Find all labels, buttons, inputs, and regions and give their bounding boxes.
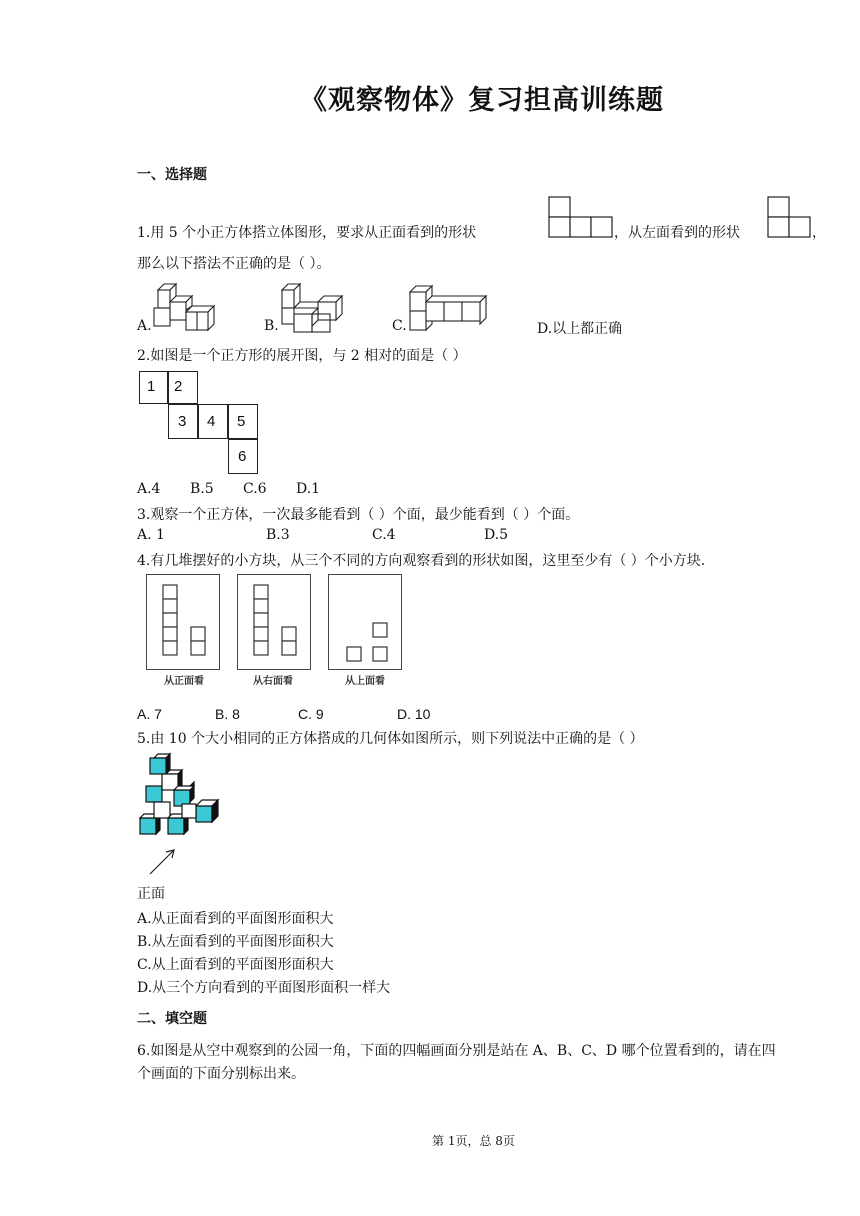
q4-option-c: C. 9 xyxy=(298,706,324,722)
q3-option-a: A. 1 xyxy=(137,527,165,543)
question-1-text-c: ， xyxy=(812,225,826,241)
q4-view-right xyxy=(237,574,311,670)
q4-view-top-label: 从上面看 xyxy=(345,676,385,687)
q5-front-label: 正面 xyxy=(137,885,165,901)
q1-option-a: A. xyxy=(137,318,152,334)
q3-option-d: D.5 xyxy=(484,527,509,543)
question-2-text: 2.如图是一个正方形的展开图，与 2 相对的面是（ ） xyxy=(137,348,467,364)
q5-cube-stack-figure xyxy=(136,752,232,878)
q2-option-a: A.4 xyxy=(137,481,161,497)
q4-option-a: A. 7 xyxy=(137,706,162,722)
section-heading-fill: 二、填空题 xyxy=(137,1011,207,1027)
question-6-line2: 个画面的下面分别标出来。 xyxy=(137,1066,305,1082)
q2-option-b: B.5 xyxy=(190,481,214,497)
q5-option-d: D.从三个方向看到的平面图形面积一样大 xyxy=(137,980,391,996)
net-face: 2 xyxy=(168,371,198,404)
net-face: 6 xyxy=(228,439,258,474)
page-footer: 第 1页，总 8页 xyxy=(432,1134,515,1148)
q4-option-b: B. 8 xyxy=(215,706,240,722)
q1-left-view-figure xyxy=(767,196,813,240)
net-face: 1 xyxy=(139,371,168,404)
q1-option-d: D.以上都正确 xyxy=(537,321,623,337)
question-6-line1: 6.如图是从空中观察到的公园一角，下面的四幅画面分别是站在 A、B、C、D 哪个位置看到的，请在四 xyxy=(137,1043,776,1059)
q1-option-b-figure xyxy=(278,282,353,334)
net-face: 5 xyxy=(228,404,258,439)
question-1-text-a: 1.用 5 个小正方体搭立体图形，要求从正面看到的形状 xyxy=(137,225,477,241)
q5-option-a: A.从正面看到的平面图形面积大 xyxy=(137,911,334,927)
question-1-text-b: ，从左面看到的形状 xyxy=(614,225,740,241)
section-heading-choice: 一、选择题 xyxy=(137,167,207,183)
q1-front-view-figure xyxy=(548,196,614,240)
q4-view-right-label: 从右面看 xyxy=(253,676,293,687)
question-4-text: 4.有几堆摆好的小方块，从三个不同的方向观察看到的形状如图，这里至少有（ ）个小方块. xyxy=(137,553,706,569)
q4-option-d: D. 10 xyxy=(397,706,431,722)
net-face: 4 xyxy=(198,404,228,439)
q1-option-c-figure xyxy=(408,284,488,334)
question-5-text: 5.由 10 个大小相同的正方体搭成的几何体如图所示，则下列说法中正确的是（ ） xyxy=(137,731,644,747)
q1-option-b: B. xyxy=(264,318,279,334)
q5-option-b: B.从左面看到的平面图形面积大 xyxy=(137,934,334,950)
q5-option-c: C.从上面看到的平面图形面积大 xyxy=(137,957,334,973)
q1-option-c: C. xyxy=(392,318,407,334)
q2-cube-net xyxy=(139,371,259,475)
question-3-text: 3.观察一个正方体，一次最多能看到（ ）个面，最少能看到（ ）个面。 xyxy=(137,507,580,523)
q3-option-b: B.3 xyxy=(266,527,290,543)
q1-option-a-figure xyxy=(150,282,225,334)
q3-option-c: C.4 xyxy=(372,527,396,543)
q2-option-d: D.1 xyxy=(296,481,321,497)
q4-view-front-label: 从正面看 xyxy=(164,676,204,687)
net-face: 3 xyxy=(168,404,198,439)
question-1-text-d: 那么以下搭法不正确的是（ ）。 xyxy=(137,256,331,272)
q4-view-front xyxy=(146,574,220,670)
q2-option-c: C.6 xyxy=(243,481,267,497)
page-title: 《观察物体》复习担高训练题 xyxy=(300,85,664,116)
q4-view-top xyxy=(328,574,402,670)
